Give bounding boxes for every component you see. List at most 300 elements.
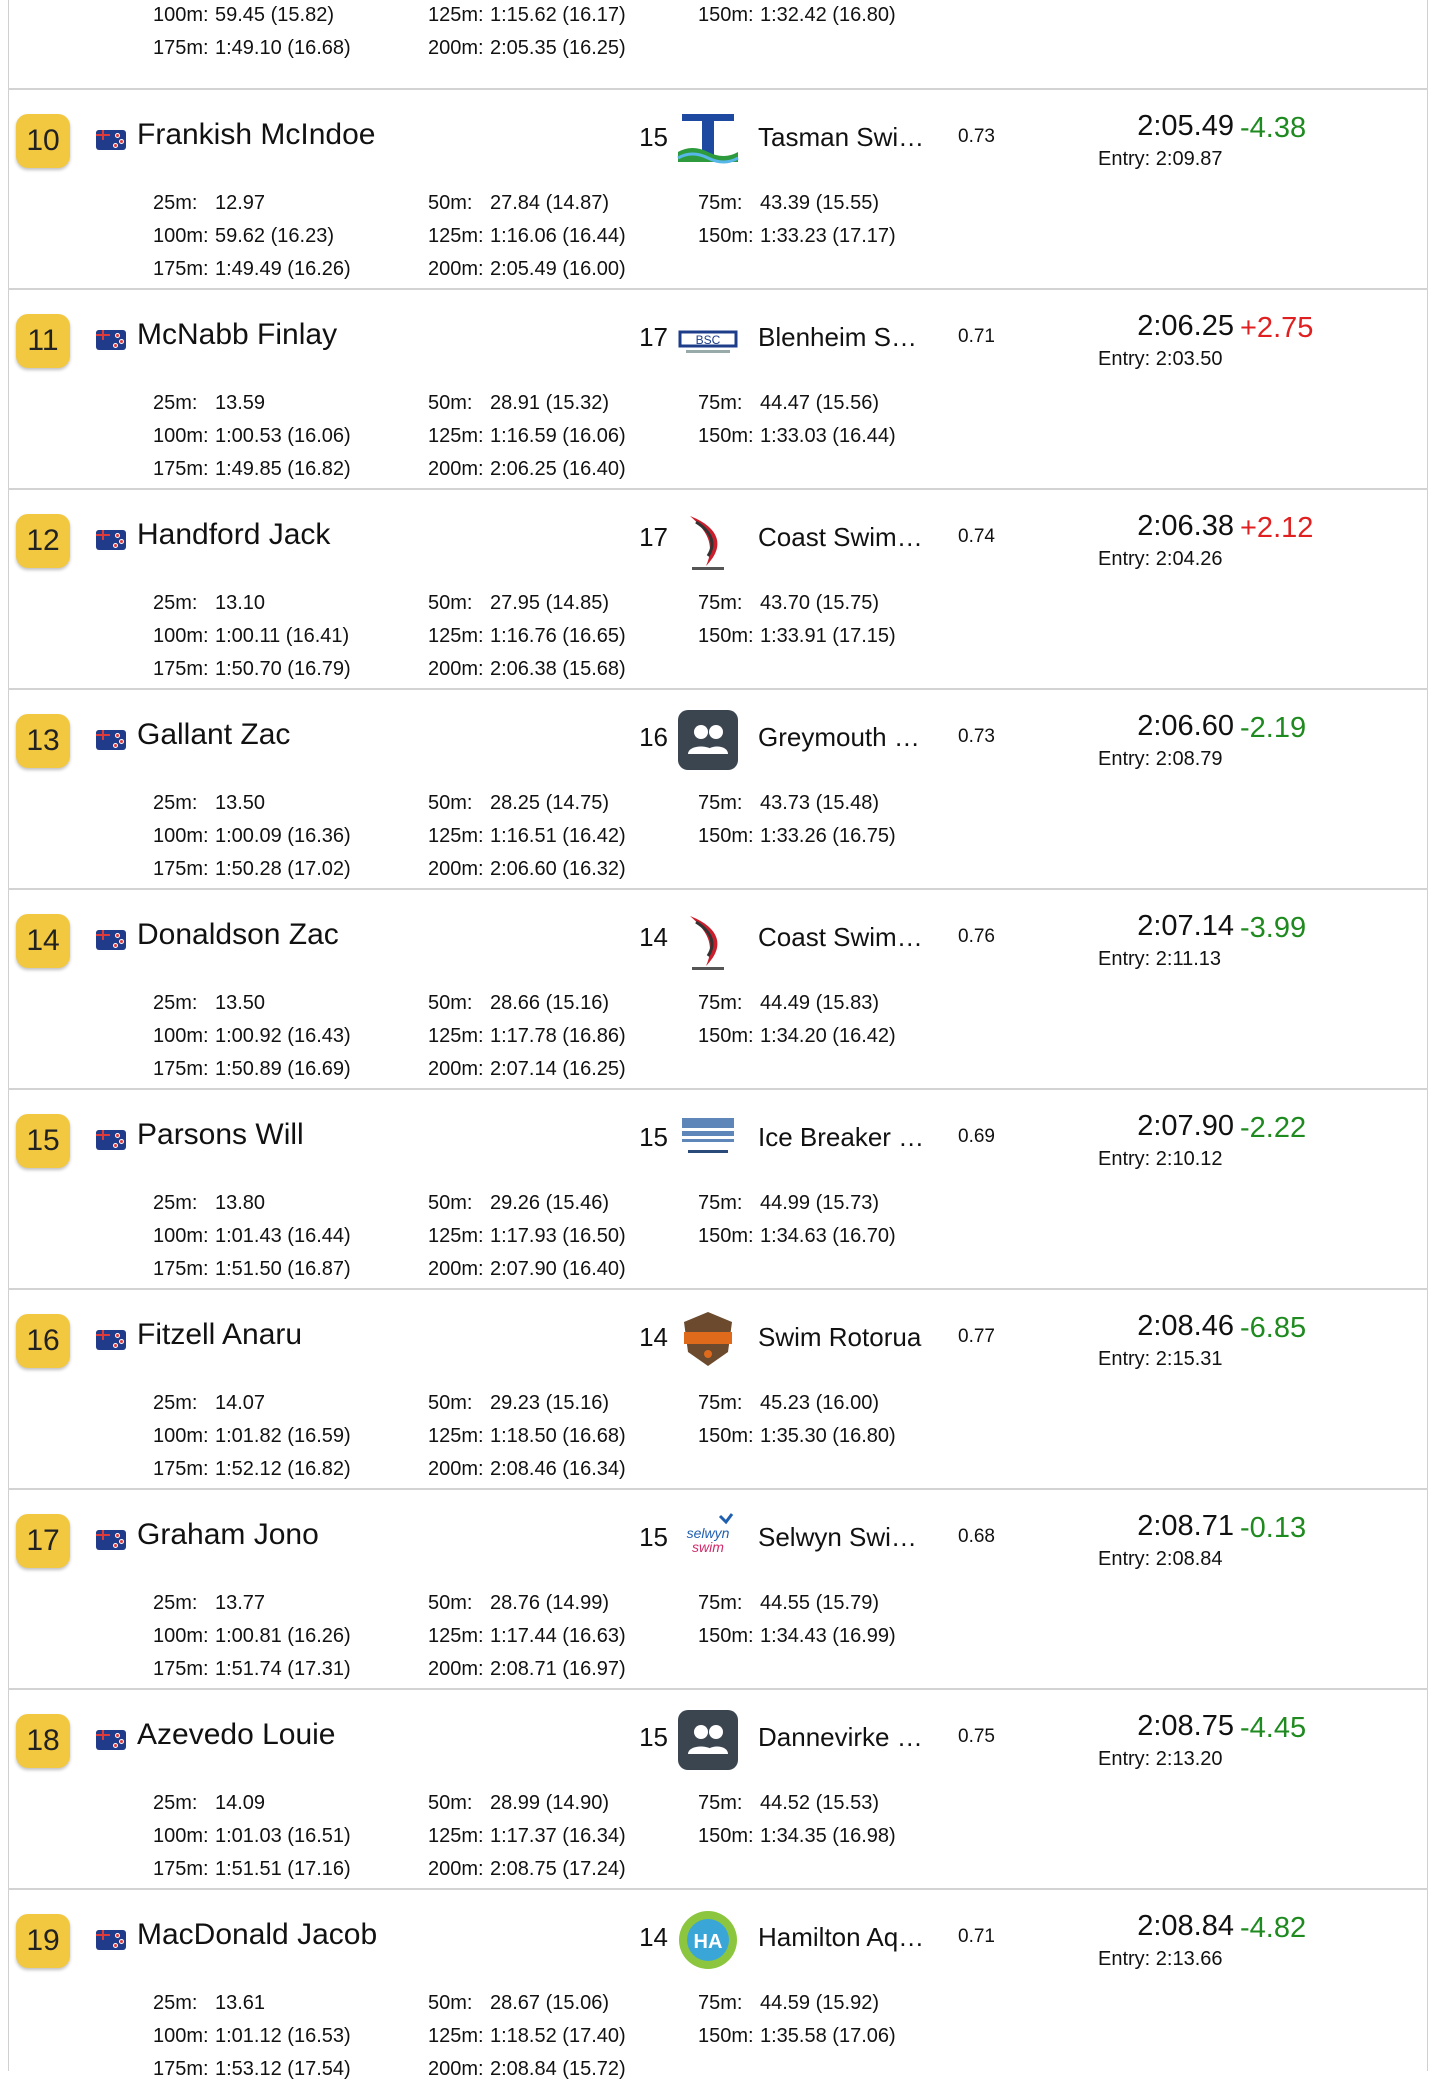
split-label: 50m: [428,992,473,1014]
split-entry [428,458,626,481]
split-entry [428,1858,626,1881]
split-value: 1:01.03 (16.51) [215,1825,351,1847]
swimmer-age: 17 [639,322,668,352]
result-card[interactable] [8,1288,1428,1488]
split-value: 2:08.75 (17.24) [490,1858,626,1880]
flag-icon [96,1530,126,1550]
split-label: 50m: [428,592,473,614]
reaction-time: 0.73 [958,126,995,147]
final-time: 2:07.90 [1137,1110,1234,1142]
split-entry [428,1458,626,1481]
split-entry [428,192,609,215]
entry-time: Entry: 2:08.84 [1098,1548,1223,1570]
split-entry [153,625,349,648]
split-value: 13.77 [215,1592,266,1614]
split-label: 50m: [428,1792,473,1814]
result-card[interactable] [8,1888,1428,2088]
flag-icon [96,1130,126,1150]
split-entry [153,2058,351,2081]
entry-time: Entry: 2:13.20 [1098,1748,1223,1770]
split-entry [153,1792,265,1815]
split-value: 1:15.62 (16.17) [490,4,626,26]
split-value: 2:07.90 (16.40) [490,1258,626,1280]
split-entry [698,1392,879,1415]
split-entry [698,392,879,415]
split-label: 50m: [428,392,473,414]
rotorua-logo [676,1308,740,1372]
split-value: 1:33.26 (16.75) [760,825,896,847]
split-entry [698,2025,896,2048]
split-label: 175m: [153,1258,209,1280]
svg-text:BSC: BSC [695,333,721,347]
split-entry [428,1225,626,1248]
split-value: 13.50 [215,992,266,1014]
split-value: 2:06.38 (15.68) [490,658,626,680]
split-value: 44.52 (15.53) [760,1792,879,1814]
split-label: 100m: [153,1825,209,1847]
flag-icon [96,1730,126,1750]
split-value: 1:50.70 (16.79) [215,658,351,680]
swimmer-name[interactable]: McNabb Finlay [137,318,338,351]
split-entry [428,1192,609,1215]
split-value: 44.47 (15.56) [760,392,879,414]
split-entry [698,225,896,248]
blenheim-logo [676,308,740,372]
split-value: 28.99 (14.90) [490,1792,609,1814]
club-name[interactable]: Coast Swim… [758,922,923,952]
split-entry [428,37,626,60]
split-value: 1:33.23 (17.17) [760,225,896,247]
result-card[interactable] [8,488,1428,688]
split-label: 175m: [153,37,209,59]
icebreaker-logo [676,1108,740,1172]
split-label: 25m: [153,792,198,814]
split-entry [428,1625,626,1648]
split-entry [428,1258,626,1281]
split-value: 2:08.71 (16.97) [490,1658,626,1680]
split-label: 50m: [428,1192,473,1214]
split-label: 125m: [428,1225,484,1247]
swimmer-name[interactable]: Fitzell Anaru [137,1318,303,1351]
split-label: 25m: [153,392,198,414]
split-label: 175m: [153,458,209,480]
split-value: 1:01.82 (16.59) [215,1425,351,1447]
split-label: 200m: [428,1458,484,1480]
swimmer-age: 15 [639,122,668,152]
split-value: 43.73 (15.48) [760,792,879,814]
split-label: 150m: [698,625,754,647]
result-card[interactable] [8,688,1428,888]
split-label: 125m: [428,2025,484,2047]
split-entry [153,792,265,815]
split-value: 1:16.06 (16.44) [490,225,626,247]
entry-time: Entry: 2:15.31 [1098,1348,1223,1370]
split-label: 150m: [698,1225,754,1247]
split-entry [428,1392,609,1415]
time-difference: -4.82 [1240,1912,1307,1944]
split-entry [698,1192,879,1215]
entry-time: Entry: 2:04.26 [1098,548,1223,570]
split-entry [153,392,265,415]
split-entry [428,4,626,27]
split-label: 100m: [153,425,209,447]
place-badge: 19 [16,1914,70,1968]
split-label: 125m: [428,1425,484,1447]
time-difference: -0.13 [1240,1512,1307,1544]
split-entry [153,192,265,215]
split-label: 200m: [428,1058,484,1080]
split-entry [153,2025,351,2048]
split-label: 100m: [153,1625,209,1647]
final-time: 2:06.38 [1137,510,1234,542]
reaction-time: 0.74 [958,526,995,547]
split-value: 1:50.89 (16.69) [215,1058,351,1080]
time-difference: -4.45 [1240,1712,1307,1744]
split-entry [428,792,609,815]
svg-text:HA: HA [693,1931,723,1953]
split-value: 28.67 (15.06) [490,1992,609,2014]
split-value: 13.80 [215,1192,266,1214]
split-value: 43.70 (15.75) [760,592,879,614]
split-label: 75m: [698,992,743,1014]
split-label: 100m: [153,2025,209,2047]
entry-time: Entry: 2:10.12 [1098,1148,1223,1170]
entry-time: Entry: 2:09.87 [1098,148,1223,170]
split-entry [698,992,879,1015]
reaction-time: 0.77 [958,1326,995,1347]
final-time: 2:08.75 [1137,1710,1234,1742]
split-value: 27.84 (14.87) [490,192,609,214]
split-entry [698,4,896,27]
split-entry [153,1258,351,1281]
split-value: 2:05.35 (16.25) [490,37,626,59]
split-label: 200m: [428,2058,484,2080]
split-label: 50m: [428,192,473,214]
split-value: 13.10 [215,592,266,614]
club-name[interactable]: Dannevirke … [758,1722,923,1752]
swimmer-age: 17 [639,522,668,552]
split-label: 175m: [153,2058,209,2080]
split-entry [153,1992,265,2015]
split-label: 150m: [698,225,754,247]
split-entry [698,792,879,815]
group-logo [676,708,740,772]
split-value: 1:18.50 (16.68) [490,1425,626,1447]
split-value: 44.99 (15.73) [760,1192,879,1214]
split-entry [698,1992,879,2015]
final-time: 2:05.49 [1137,110,1234,142]
flag-icon [96,730,126,750]
split-label: 175m: [153,1858,209,1880]
split-entry [428,258,626,281]
split-entry [153,37,351,60]
split-label: 175m: [153,1458,209,1480]
split-value: 1:01.43 (16.44) [215,1225,351,1247]
split-entry [153,1392,265,1415]
split-label: 25m: [153,592,198,614]
split-label: 150m: [698,1425,754,1447]
coast-logo [676,908,740,972]
split-label: 125m: [428,1625,484,1647]
split-value: 1:16.51 (16.42) [490,825,626,847]
result-card[interactable] [8,88,1428,288]
split-label: 150m: [698,4,754,26]
split-entry [428,1792,609,1815]
split-label: 75m: [698,1392,743,1414]
club-name[interactable]: Greymouth … [758,722,920,752]
split-value: 2:06.25 (16.40) [490,458,626,480]
split-label: 100m: [153,1225,209,1247]
split-entry [428,1425,626,1448]
result-card[interactable] [8,288,1428,488]
split-entry [153,1058,351,1081]
split-value: 1:00.09 (16.36) [215,825,351,847]
split-label: 75m: [698,192,743,214]
split-value: 1:50.28 (17.02) [215,858,351,880]
tasman-logo [676,108,740,172]
split-label: 50m: [428,1592,473,1614]
split-entry [428,992,609,1015]
club-name[interactable]: Coast Swim… [758,522,923,552]
split-label: 25m: [153,1392,198,1414]
split-label: 25m: [153,1192,198,1214]
club-name[interactable]: Hamilton Aq… [758,1922,925,1952]
club-name[interactable]: Tasman Swi… [758,122,925,152]
split-label: 125m: [428,1825,484,1847]
split-entry [698,1592,879,1615]
split-entry [698,1225,896,1248]
split-label: 125m: [428,4,484,26]
split-label: 200m: [428,37,484,59]
reaction-time: 0.68 [958,1526,995,1547]
swimmer-age: 15 [639,1522,668,1552]
split-value: 1:49.49 (16.26) [215,258,351,280]
split-label: 150m: [698,1825,754,1847]
split-value: 13.59 [215,392,266,414]
split-value: 44.49 (15.83) [760,992,879,1014]
split-value: 1:51.74 (17.31) [215,1658,351,1680]
split-value: 1:52.12 (16.82) [215,1458,351,1480]
split-value: 13.61 [215,1992,266,2014]
swimmer-name[interactable]: Graham Jono [137,1518,319,1551]
time-difference: -6.85 [1240,1312,1307,1344]
split-label: 125m: [428,825,484,847]
split-value: 44.55 (15.79) [760,1592,879,1614]
split-label: 175m: [153,858,209,880]
swimmer-name[interactable]: Handford Jack [137,518,331,551]
split-label: 75m: [698,592,743,614]
entry-time: Entry: 2:08.79 [1098,748,1223,770]
place-badge: 10 [16,114,70,168]
split-label: 25m: [153,192,198,214]
split-value: 14.07 [215,1392,266,1414]
split-entry [428,1825,626,1848]
split-entry [153,1825,351,1848]
split-entry [153,1858,351,1881]
split-value: 28.91 (15.32) [490,392,609,414]
time-difference: -2.22 [1240,1112,1307,1144]
split-entry [428,2025,626,2048]
result-card[interactable] [8,1488,1428,1688]
result-card[interactable] [8,1088,1428,1288]
split-entry [153,1625,351,1648]
club-name[interactable]: Swim Rotorua [758,1322,922,1352]
split-value: 1:49.10 (16.68) [215,37,351,59]
place-badge: 14 [16,914,70,968]
split-entry [153,1658,351,1681]
time-difference: -4.38 [1240,112,1307,144]
split-entry [428,425,626,448]
split-value: 1:16.59 (16.06) [490,425,626,447]
split-value: 45.23 (16.00) [760,1392,879,1414]
split-entry [153,1425,351,1448]
place-badge: 18 [16,1714,70,1768]
split-value: 1:34.63 (16.70) [760,1225,896,1247]
split-entry [428,1025,626,1048]
split-entry [698,192,879,215]
split-value: 1:17.37 (16.34) [490,1825,626,1847]
split-entry [428,392,609,415]
time-difference: -2.19 [1240,712,1307,744]
split-label: 125m: [428,1025,484,1047]
swimmer-name[interactable]: Parsons Will [137,1118,304,1151]
split-entry [153,1025,351,1048]
swimmer-age: 15 [639,1122,668,1152]
split-label: 75m: [698,1992,743,2014]
split-entry [428,2058,626,2081]
swimmer-age: 14 [639,1922,668,1952]
split-label: 100m: [153,1025,209,1047]
split-label: 25m: [153,1592,198,1614]
split-value: 12.97 [215,192,266,214]
place-badge: 13 [16,714,70,768]
flag-icon [96,1330,126,1350]
split-label: 100m: [153,1425,209,1447]
swimmer-name[interactable]: Frankish McIndoe [137,118,376,151]
swimmer-name[interactable]: Azevedo Louie [137,1718,336,1751]
split-label: 100m: [153,625,209,647]
split-entry [698,592,879,615]
entry-time: Entry: 2:03.50 [1098,348,1223,370]
reaction-time: 0.76 [958,926,995,947]
split-label: 75m: [698,1792,743,1814]
final-time: 2:08.46 [1137,1310,1234,1342]
split-entry [153,858,351,881]
split-value: 1:33.03 (16.44) [760,425,896,447]
reaction-time: 0.71 [958,326,995,347]
club-name[interactable]: Selwyn Swi… [758,1522,917,1552]
split-entry [428,1658,626,1681]
entry-time: Entry: 2:13.66 [1098,1948,1223,1970]
time-difference: +2.12 [1240,512,1314,544]
split-entry [698,1025,896,1048]
split-value: 1:33.91 (17.15) [760,625,896,647]
split-entry [153,4,334,27]
split-value: 1:17.93 (16.50) [490,1225,626,1247]
split-value: 43.39 (15.55) [760,192,879,214]
split-entry [153,1458,351,1481]
split-entry [428,625,626,648]
split-value: 29.26 (15.46) [490,1192,609,1214]
split-value: 2:08.84 (15.72) [490,2058,626,2080]
result-card[interactable] [8,1688,1428,1888]
split-value: 1:53.12 (17.54) [215,2058,351,2080]
split-entry [428,1992,609,2015]
split-entry [153,458,351,481]
split-label: 175m: [153,1058,209,1080]
split-label: 200m: [428,1258,484,1280]
split-value: 1:00.53 (16.06) [215,425,351,447]
split-value: 1:51.50 (16.87) [215,1258,351,1280]
swimmer-age: 14 [639,922,668,952]
split-value: 2:06.60 (16.32) [490,858,626,880]
split-label: 125m: [428,425,484,447]
coast-logo [676,508,740,572]
swimmer-name[interactable]: Donaldson Zac [137,918,339,951]
swimmer-name[interactable]: MacDonald Jacob [137,1918,378,1951]
split-value: 1:18.52 (17.40) [490,2025,626,2047]
split-entry [428,825,626,848]
group-logo [676,1708,740,1772]
split-entry [153,992,265,1015]
split-label: 50m: [428,792,473,814]
split-value: 59.45 (15.82) [215,4,334,26]
split-label: 175m: [153,658,209,680]
place-badge: 15 [16,1114,70,1168]
split-label: 125m: [428,625,484,647]
swimmer-age: 14 [639,1322,668,1352]
split-value: 1:49.85 (16.82) [215,458,351,480]
split-label: 175m: [153,258,209,280]
place-badge: 12 [16,514,70,568]
split-value: 1:00.81 (16.26) [215,1625,351,1647]
split-label: 100m: [153,4,209,26]
place-badge: 16 [16,1314,70,1368]
split-label: 150m: [698,825,754,847]
split-value: 1:51.51 (17.16) [215,1858,351,1880]
split-entry [428,592,609,615]
split-entry [428,658,626,681]
split-entry [428,1058,626,1081]
split-entry [698,425,896,448]
final-time: 2:08.71 [1137,1510,1234,1542]
split-entry [153,225,334,248]
split-label: 200m: [428,1658,484,1680]
split-entry [153,825,351,848]
club-name[interactable]: Ice Breaker … [758,1122,925,1152]
split-label: 100m: [153,225,209,247]
split-entry [428,225,626,248]
swimmer-name[interactable]: Gallant Zac [137,718,291,751]
club-name[interactable]: Blenheim S… [758,322,917,352]
split-label: 75m: [698,1192,743,1214]
split-value: 1:17.44 (16.63) [490,1625,626,1647]
hamilton-logo [676,1908,740,1972]
split-value: 28.66 (15.16) [490,992,609,1014]
final-time: 2:06.60 [1137,710,1234,742]
split-label: 100m: [153,825,209,847]
split-value: 14.09 [215,1792,266,1814]
selwyn-logo [676,1508,740,1572]
split-entry [698,825,896,848]
split-label: 175m: [153,1658,209,1680]
split-value: 1:00.11 (16.41) [215,625,350,647]
split-entry [153,425,351,448]
time-difference: +2.75 [1240,312,1314,344]
split-value: 1:01.12 (16.53) [215,2025,351,2047]
result-card[interactable] [8,888,1428,1088]
split-entry [153,1225,351,1248]
